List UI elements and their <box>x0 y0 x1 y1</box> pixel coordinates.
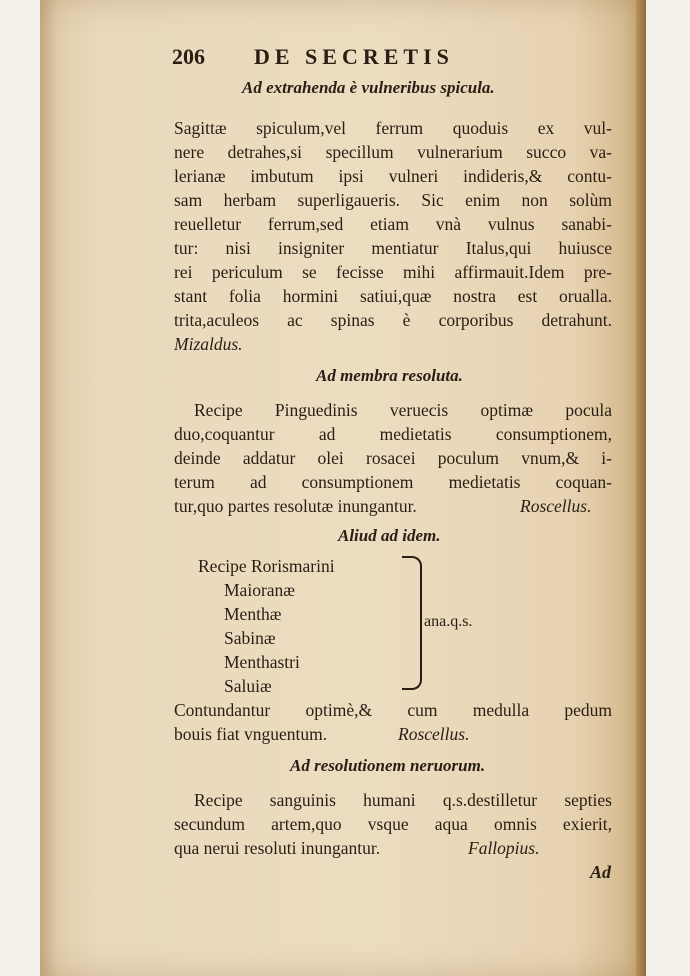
text-line: reuelletur ferrum,sed etiam vnà vulnus sanabi- <box>174 214 612 234</box>
section-heading-another: Aliud ad idem. <box>338 526 441 545</box>
author-citation: Roscellus. <box>520 496 592 516</box>
text-line: Recipe sanguinis humani q.s.destilletur septies <box>194 790 612 810</box>
text-line: tur: nisi insigniter mentiatur Italus,qui huiusce <box>174 238 612 258</box>
text-line: trita,aculeos ac spinas è corporibus detrahunt. <box>174 310 612 330</box>
text-line: qua nerui resoluti inungantur. <box>174 838 381 858</box>
catchword: Ad <box>590 862 612 882</box>
text-line: duo,coquantur ad medietatis consumptionem, <box>174 424 612 444</box>
section-heading-resolved-nerves: Ad resolutionem neruorum. <box>290 756 486 775</box>
text-line: secundum artem,quo vsque aqua omnis exierit, <box>174 814 612 834</box>
ingredient: Menthæ <box>224 604 282 624</box>
text-line: Contundantur optimè,& cum medulla pedum <box>174 700 612 720</box>
text-line: rei periculum se fecisse mihi affirmauit.Idem pre- <box>174 262 612 282</box>
recipe-intro: Recipe Rorismarini <box>198 556 335 576</box>
page-number: 206 <box>172 44 205 69</box>
quantity-note: ana.q.s. <box>424 613 473 630</box>
author-citation: Mizaldus. <box>174 334 243 354</box>
ingredient-bracket <box>402 556 422 690</box>
text-line: stant folia hormini satiui,quæ nostra est orualla. <box>174 286 612 306</box>
text-line: terum ad consumptionem medietatis coquan- <box>174 472 612 492</box>
author-citation: Fallopius. <box>468 838 540 858</box>
author-citation: Roscellus. <box>398 724 470 744</box>
text-line: Sagittæ spiculum,vel ferrum quoduis ex vul- <box>174 118 612 138</box>
text-line: Recipe Pinguedinis veruecis optimæ pocula <box>194 400 612 420</box>
text-line: lerianæ imbutum ipsi vulneri indideris,& contu- <box>174 166 612 186</box>
ingredient: Saluiæ <box>224 676 272 696</box>
page-edge <box>636 0 646 976</box>
text-line: nere detrahes,si specillum vulnerarium succo va- <box>174 142 612 162</box>
ingredient: Sabinæ <box>224 628 276 648</box>
section-heading-extract-arrows: Ad extrahenda è vulneribus spicula. <box>242 78 495 97</box>
text-line: deinde addatur olei rosacei poculum vnum,& i- <box>174 448 612 468</box>
running-title: DE SECRETIS <box>254 44 454 69</box>
section-heading-resolved-limbs: Ad membra resoluta. <box>316 366 463 385</box>
ingredient: Maioranæ <box>224 580 295 600</box>
text-line: tur,quo partes resolutæ inungantur. <box>174 496 417 516</box>
text-line: sam herbam superligaueris. Sic enim non solùm <box>174 190 612 210</box>
ingredient: Menthastri <box>224 652 300 672</box>
text-line: bouis fiat vnguentum. <box>174 724 328 744</box>
running-header <box>172 44 532 72</box>
